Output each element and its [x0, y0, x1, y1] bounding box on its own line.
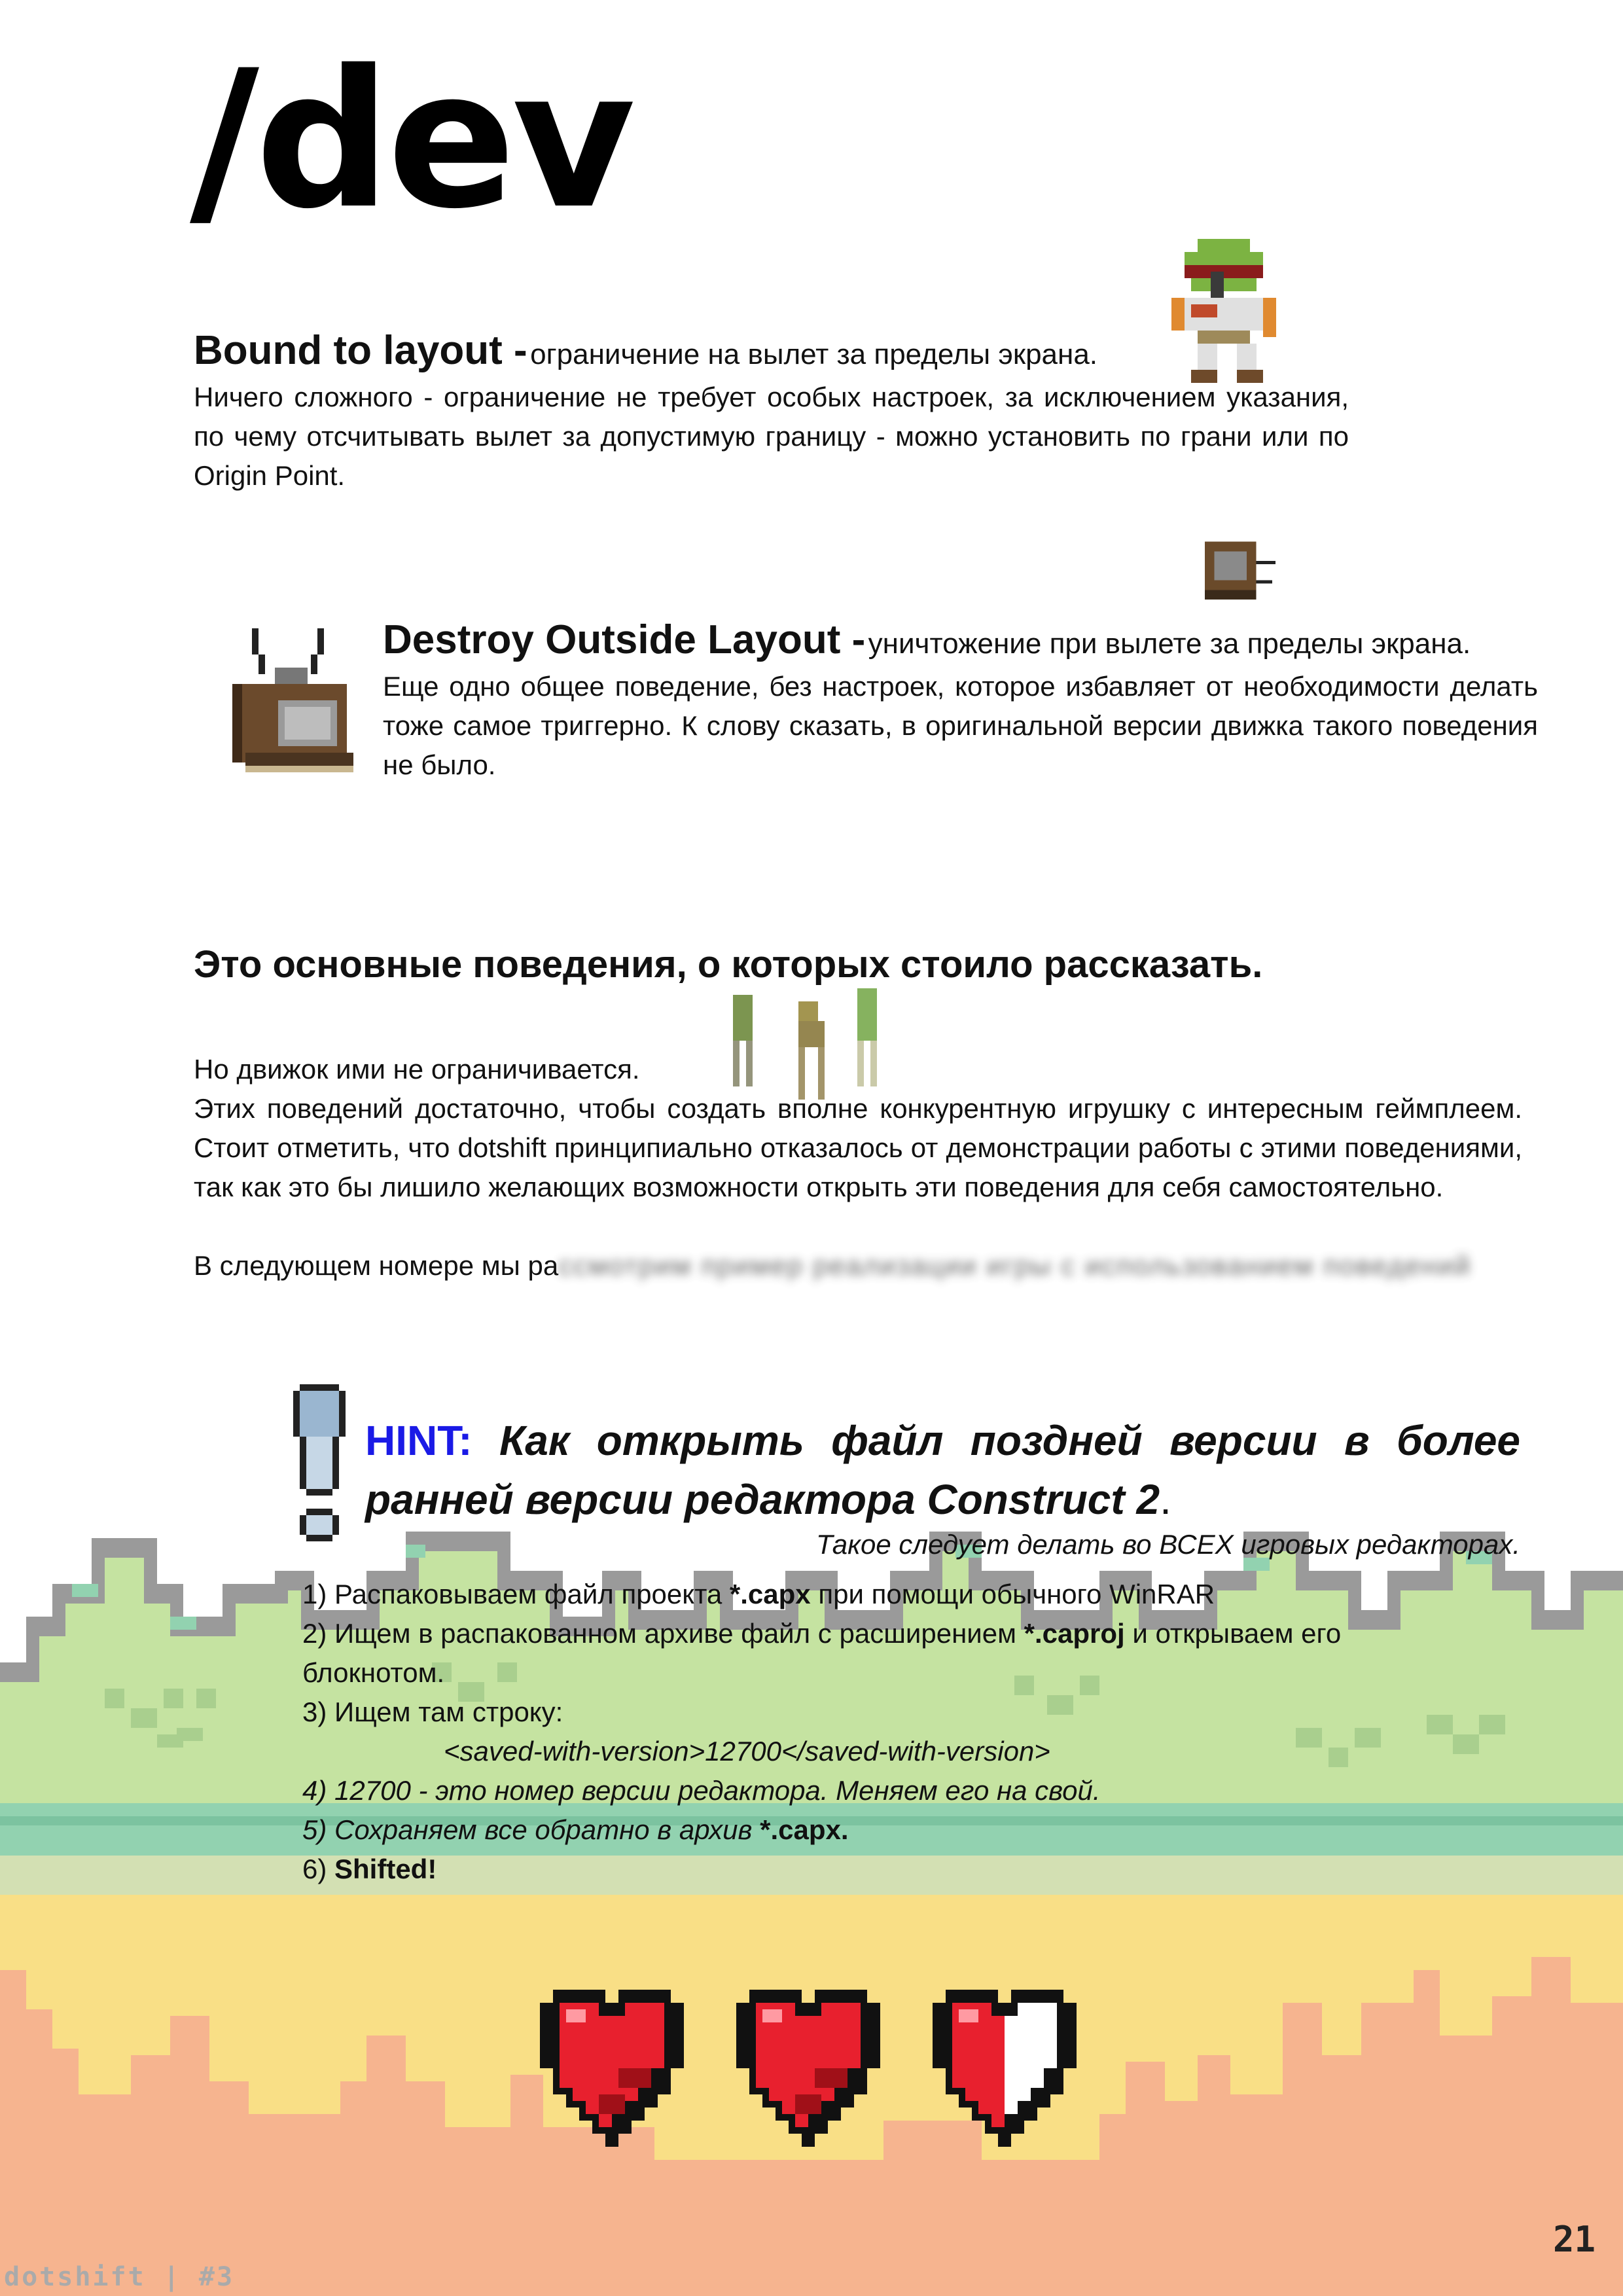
summary-heading: Это основные поведения, о которых стоило рассказать. — [194, 943, 1263, 986]
summary-body — [194, 1050, 1522, 1285]
next-issue-blurred: ссмотрим пример реализации игры с использованием поведений — [558, 1250, 1472, 1281]
destroy-section — [383, 617, 1541, 785]
destroy-subheading: уничтожение при вылете за пределы экрана. — [868, 628, 1471, 660]
next-issue-visible: В следующем номере мы ра — [194, 1250, 559, 1281]
destroy-heading: Destroy Outside Layout - — [383, 617, 866, 662]
page-number: 21 — [1552, 2219, 1596, 2260]
step-3: 3) Ищем там строку: — [302, 1696, 563, 1727]
step-5-text: 5) Сохраняем все обратно в архив — [302, 1814, 760, 1845]
step-5 — [302, 1810, 1480, 1850]
bound-subheading: ограничение на вылет за пределы экрана. — [530, 338, 1098, 370]
heart-half-icon — [933, 1990, 1077, 2147]
heart-full-icon-2 — [736, 1990, 880, 2147]
heart-full-icon-1 — [540, 1990, 684, 2147]
hearts-row — [540, 1964, 1090, 2160]
step-2-ext: *.caproj — [1024, 1618, 1125, 1649]
small-tv-sprite-icon — [1198, 529, 1283, 606]
hint-title-text: Как открыть файл поздней версии в более ранней версии редактора Construct 2 — [365, 1417, 1521, 1523]
next-issue-line — [194, 1246, 1522, 1285]
bound-header — [194, 327, 1352, 374]
step-6-text: Shifted! — [334, 1854, 437, 1884]
step-3-code: <saved-with-version>12700</saved-with-version> — [444, 1736, 1050, 1767]
step-5-ext: *.capx. — [760, 1814, 849, 1845]
bound-section — [194, 327, 1352, 495]
bound-text: Ничего сложного - ограничение не требует особых настроек, за исключением указания, по чему отсчитывать вылет за допустимую границу - можно установить по грани или по Origin Point. — [194, 382, 1349, 491]
step-6-num: 6) — [302, 1854, 335, 1884]
step-4: 4) 12700 - это номер версии редактора. Меняем его на свой. — [302, 1775, 1101, 1806]
step-1-ext: *.capx — [729, 1579, 811, 1609]
tv-sprite-icon — [232, 628, 360, 772]
summary-text: Этих поведений достаточно, чтобы создать вполне конкурентную игрушку с интересным геймплеем. Стоит отметить, что dotshift принципиально отказалось от демонстрации работы с этими поведениями, так как это бы лишило желающих возможности открыть эти поведения для себя самостоятельно. — [194, 1093, 1522, 1202]
bound-heading: Bound to layout - — [194, 328, 527, 373]
step-2-text: 2) Ищем в распакованном архиве файл с расширением — [302, 1618, 1024, 1649]
destroy-text: Еще одно общее поведение, без настроек, которое избавляет от необходимости делать тоже самое триггерно. К слову сказать, в оригинальной версии движка такого поведения не было. — [383, 671, 1538, 780]
step-6 — [302, 1850, 1480, 1889]
summary-line: Но движок ими не ограничивается. — [194, 1054, 640, 1085]
hint-box — [365, 1411, 1520, 1560]
page-title: /dev — [190, 30, 632, 251]
step-1 — [302, 1575, 1480, 1614]
hint-steps — [302, 1575, 1480, 1889]
destroy-header — [383, 617, 1541, 663]
brand-footer: dotshift | #3 — [4, 2262, 235, 2292]
hint-title-end: . — [1160, 1476, 1171, 1523]
exclamation-icon — [293, 1384, 346, 1548]
hint-label: HINT: — [365, 1417, 473, 1464]
hint-note: Такое следует делать во ВСЕХ игровых редакторах. — [816, 1529, 1520, 1560]
hint-title — [365, 1411, 1520, 1529]
step-1-text: 1) Распаковываем файл проекта — [302, 1579, 730, 1609]
step-2-tail: и открываем его блокнотом. — [302, 1618, 1342, 1688]
step-2 — [302, 1614, 1461, 1693]
step-1-tail: при помощи обычного WinRAR — [810, 1579, 1215, 1609]
